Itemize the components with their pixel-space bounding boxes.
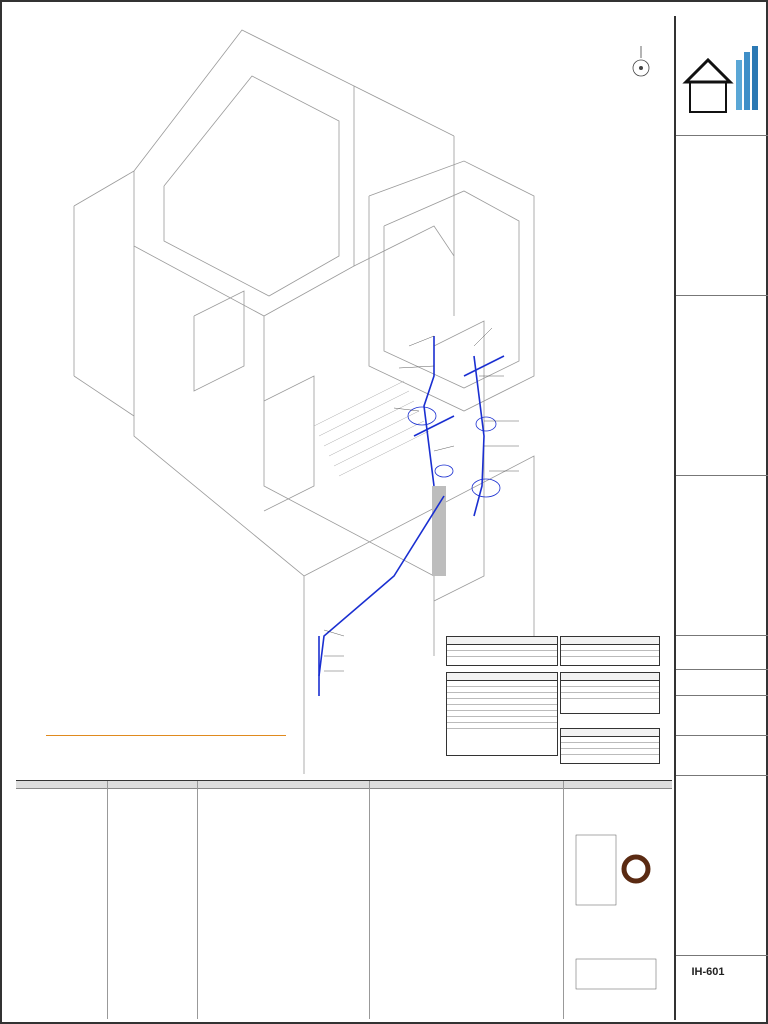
- materials-table-5: [560, 728, 660, 764]
- materials-table-4: [560, 672, 660, 714]
- materials-table-1: [446, 636, 558, 666]
- notes-col-title: [564, 781, 672, 789]
- notes-column-sanitary: [370, 781, 564, 1019]
- plan-title-underline: [46, 735, 286, 736]
- notes-col-title: [198, 781, 369, 789]
- title-block-client-row: [676, 670, 768, 696]
- sanitary-fixtures: [408, 407, 500, 497]
- title-block-signatures-row: [676, 776, 768, 956]
- notes-col-title: [16, 781, 107, 789]
- table-title: [561, 673, 659, 681]
- north-arrow-icon: [633, 46, 649, 76]
- notes-column-hydraulic: [198, 781, 370, 1019]
- notes-col-title: [108, 781, 197, 789]
- title-block-locator-row: [676, 296, 768, 476]
- sheet-id: IH-601: [691, 966, 725, 978]
- notes-column-pipe-spec: [564, 781, 672, 1019]
- title-block-areas-row: [676, 476, 768, 636]
- notes-column-symbols: [16, 781, 108, 1019]
- table-title: [561, 729, 659, 737]
- notes-strip: [16, 780, 672, 1018]
- plan-number: [32, 736, 42, 750]
- title-block-project-row: [676, 636, 768, 670]
- materials-table-3: [446, 672, 558, 756]
- title-block-content-row: [676, 736, 768, 776]
- leader-lines: [324, 328, 519, 671]
- table-title: [447, 637, 557, 645]
- title-block: [674, 16, 768, 1020]
- stair-hatch: [314, 381, 429, 476]
- materials-table-2: [560, 636, 660, 666]
- notes-column-general: [108, 781, 198, 1019]
- table-title: [561, 637, 659, 645]
- notes-col-title: [370, 781, 563, 789]
- company-logo-icon: [680, 42, 766, 118]
- title-block-location-row: [676, 696, 768, 736]
- duct-shaft: [432, 486, 446, 576]
- title-block-legend-row: [676, 136, 768, 296]
- table-title: [447, 673, 557, 681]
- pipe-section-icon: [564, 789, 672, 1009]
